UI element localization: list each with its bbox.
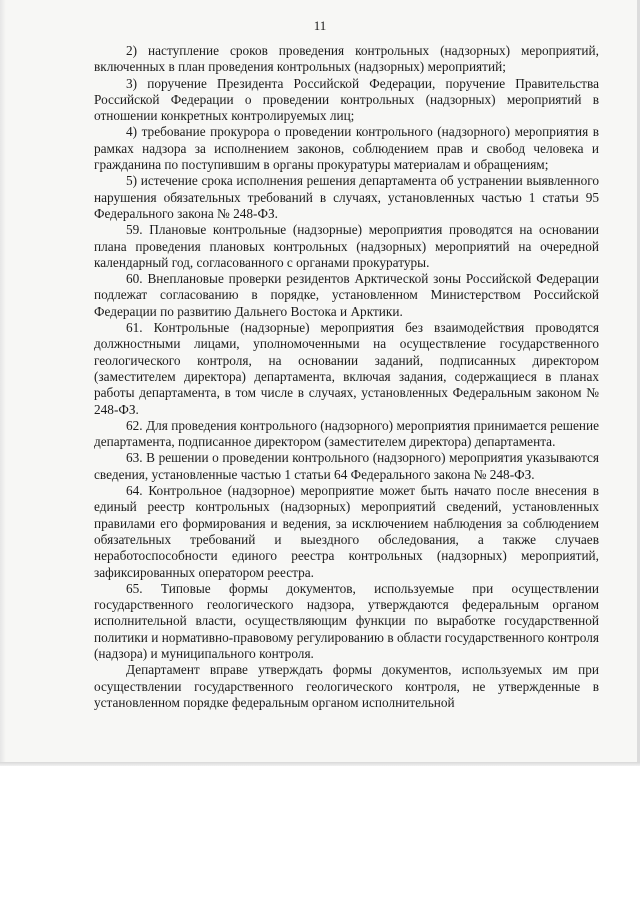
paragraph-63: 63. В решении о проведении контрольного (надзорного) мероприятия указываются сведения, установленные частью 1 статьи 64 Федерального закона № 248-ФЗ. <box>94 450 599 482</box>
blank-area <box>0 766 640 905</box>
paragraph-item-3: 3) поручение Президента Российской Федерации, поручение Правительства Российской Федерации о проведении контрольных (надзорных) мероприятий в отношении конкретных контролируемых лиц; <box>94 75 599 124</box>
paragraph-item-2: 2) наступление сроков проведения контрольных (надзорных) мероприятий, включенных в план проведения контрольных (надзорных) мероприятий; <box>94 43 599 75</box>
paragraph-62: 62. Для проведения контрольного (надзорного) мероприятия принимается решение департамента, подписанное директором (заместителем директора) департамента. <box>94 417 599 450</box>
paragraph-department-forms: Департамент вправе утверждать формы документов, используемых им при осуществлении государственного геологического контроля, не утвержденные в установленном порядке федеральным органом исполнительной <box>94 662 599 710</box>
paragraph-61: 61. Контрольные (надзорные) мероприятия без взаимодействия проводятся должностными лицами, уполномоченными на осуществление государственного геологического контроля, на основании заданий, подписанных директором (заместителем директора) департамента, включая задания, содержащиеся в планах работы департамента, в том числе в случаях, установленных Федеральным законом № 248-ФЗ. <box>94 320 599 417</box>
document-body <box>94 43 599 711</box>
paragraph-59: 59. Плановые контрольные (надзорные) мероприятия проводятся на основании плана проведения плановых контрольных (надзорных) мероприятий на очередной календарный год, согласованного с органами прокуратуры. <box>94 222 599 270</box>
scan-left-edge <box>0 0 6 765</box>
paragraph-64: 64. Контрольное (надзорное) мероприятие может быть начато после внесения в единый реестр контрольных (надзорных) мероприятий сведений, установленных правилами его формирования и ведения, за исключением наблюдения за соблюдением обязательных требований и выездного обследования, а также случаев неработоспособности единого реестра контрольных (надзорных) мероприятий, зафиксированных оператором реестра. <box>94 483 599 580</box>
page-number: 11 <box>313 18 327 33</box>
paragraph-60: 60. Внеплановые проверки резидентов Арктической зоны Российской Федерации подлежат согласованию в порядке, установленном Министерством Российской Федерации по развитию Дальнего Востока и Арктики. <box>94 271 599 319</box>
paragraph-item-5: 5) истечение срока исполнения решения департамента об устранении выявленного нарушения обязательных требований в случаях, установленных частью 1 статьи 95 Федерального закона № 248-ФЗ. <box>94 173 599 221</box>
paragraph-item-4: 4) требование прокурора о проведении контрольного (надзорного) мероприятия в рамках надзора за исполнением законов, соблюдением прав и свобод человека и гражданина по поступившим в органы прокуратуры материалам и обращениям; <box>94 124 599 173</box>
paragraph-65: 65. Типовые формы документов, используемые при осуществлении государственного геологического надзора, утверждаются федеральным органом исполнительной власти, осуществляющим функции по выработке государственной политики и нормативно-правовому регулированию в области государственного контроля (надзора) и муниципального контроля. <box>94 580 599 661</box>
